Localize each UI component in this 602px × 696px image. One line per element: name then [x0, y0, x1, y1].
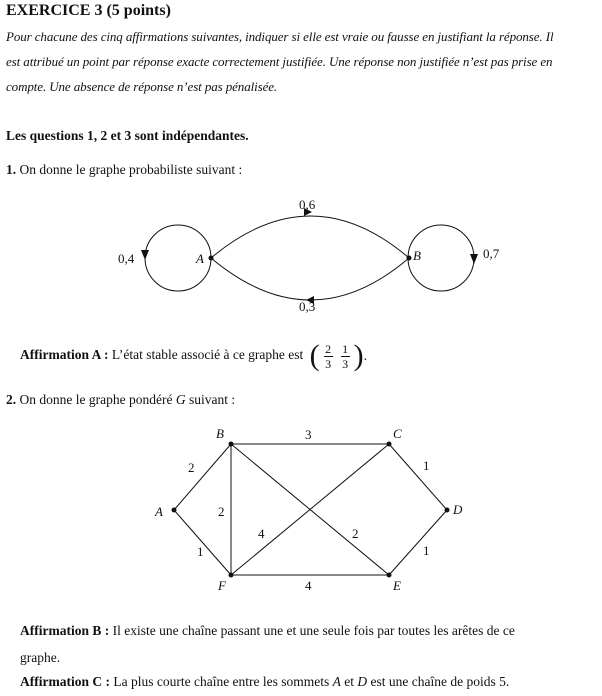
- affirmation-c-vertex-d: D: [357, 674, 368, 689]
- affirmation-b-line-2: graphe.: [20, 650, 61, 665]
- affirmation-c-label: Affirmation C :: [20, 674, 110, 689]
- weight-cf: 4: [258, 526, 265, 541]
- loop-a-arrow: [141, 250, 149, 260]
- affirmation-c-text-2: et: [340, 674, 358, 689]
- q2-number: 2.: [6, 392, 17, 407]
- affirmation-a-label: Affirmation A :: [20, 347, 109, 363]
- matrix-b-numerator: 1: [342, 341, 349, 356]
- matrix-a-numerator: 2: [325, 341, 332, 356]
- q2-graph-name: G: [175, 392, 186, 407]
- affirmation-c-text-1: La plus courte chaîne entre les sommets: [113, 674, 333, 689]
- node-d-label: D: [453, 502, 463, 517]
- node-e: [387, 573, 392, 578]
- node-b-label: B: [413, 248, 421, 263]
- edge-de: [389, 510, 447, 575]
- affirmation-c: [20, 674, 509, 690]
- affirmation-a: [20, 341, 367, 371]
- weight-fe: 4: [305, 578, 312, 593]
- weight-af: 1: [197, 544, 204, 559]
- node-a: [172, 508, 177, 513]
- q2-text-after: suivant :: [185, 392, 236, 407]
- q1-statement: [6, 162, 242, 178]
- affirmation-b-label: Affirmation B :: [20, 623, 110, 638]
- weight-bf: 2: [218, 504, 225, 519]
- intro-line-3: compte. Une absence de réponse n’est pas pénalisée.: [6, 79, 278, 94]
- weight-bc: 3: [305, 427, 312, 442]
- edge-cd: [389, 444, 447, 510]
- node-f: [229, 573, 234, 578]
- affirmation-b-line-1: [20, 623, 515, 639]
- affirmation-c-text-3: est une chaîne de poids 5.: [367, 674, 510, 689]
- node-d: [445, 508, 450, 513]
- weight-de: 1: [423, 543, 430, 558]
- affirmation-c-vertex-a: A: [332, 674, 341, 689]
- node-b: [407, 256, 412, 261]
- q2-statement: [6, 392, 235, 408]
- affirmation-a-text: L’état stable associé à ce graphe est: [111, 347, 304, 363]
- node-a-label: A: [196, 251, 204, 266]
- matrix-b-denominator: 3: [342, 356, 349, 371]
- intro-line-2: est attribué un point par réponse exacte correctement justifiée. Une réponse non justifiée n’est pas prise en: [6, 54, 553, 69]
- edge-b-to-a: [211, 258, 409, 300]
- node-f-label: F: [218, 578, 226, 593]
- node-c-label: C: [393, 426, 402, 441]
- node-b-label: B: [216, 426, 224, 441]
- q1-number: 1.: [6, 162, 17, 177]
- probabilistic-graph: [0, 188, 602, 328]
- exercise-title: EXERCICE 3 (5 points): [6, 2, 171, 19]
- loop-b-prob: 0,7: [483, 246, 500, 261]
- weight-be: 2: [352, 526, 359, 541]
- node-a-label: A: [155, 504, 163, 519]
- stable-state-matrix: ( 2 3 1 3 ) .: [309, 339, 368, 372]
- node-a: [209, 256, 214, 261]
- loop-b-arrow: [470, 254, 478, 264]
- edge-a-to-b: [211, 216, 409, 258]
- edge-ab: [174, 444, 231, 510]
- q1-text: On donne le graphe probabiliste suivant :: [19, 162, 243, 177]
- q2-text-before: On donne le graphe pondéré: [19, 392, 176, 407]
- edge-ba-prob: 0,3: [299, 299, 316, 314]
- weight-cd: 1: [423, 458, 430, 473]
- weighted-graph: [0, 420, 602, 600]
- independent-note: Les questions 1, 2 et 3 sont indépendantes.: [6, 128, 249, 143]
- matrix-a-denominator: 3: [325, 356, 332, 371]
- edge-af: [174, 510, 231, 575]
- affirmation-b-text: Il existe une chaîne passant une et une seule fois par toutes les arêtes de ce: [112, 623, 515, 638]
- loop-a-prob: 0,4: [118, 251, 135, 266]
- intro-line-1: Pour chacune des cinq affirmations suivantes, indiquer si elle est vraie ou fausse en justifiant la réponse. Il: [6, 29, 554, 44]
- node-e-label: E: [393, 578, 401, 593]
- weight-ab: 2: [188, 460, 195, 475]
- edge-ab-prob: 0,6: [299, 197, 316, 212]
- node-c: [387, 442, 392, 447]
- node-b: [229, 442, 234, 447]
